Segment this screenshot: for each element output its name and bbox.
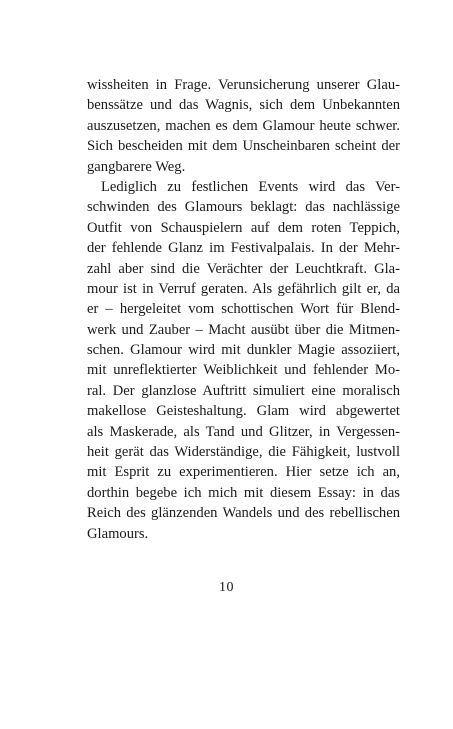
text-line: dorthin begebe ich mich mit diesem Essay: in das: [87, 484, 400, 501]
text-line: mit unreflektierter Weiblichkeit und fehlender Mo-: [87, 362, 400, 379]
text-line: schwinden des Glamours beklagt: das nachlässige: [87, 199, 400, 216]
text-line: Outfit von Schauspielern auf dem roten Teppich,: [87, 219, 400, 236]
text-line: mit Esprit zu experimentieren. Hier setze ich an,: [87, 464, 400, 481]
text-line: heit gerät das Widerständige, die Fähigkeit, lustvoll: [87, 444, 400, 461]
text-line: er – hergeleitet vom schottischen Wort für Blend-: [87, 301, 400, 318]
text-line: Lediglich zu festlichen Events wird das Ver-: [101, 178, 400, 195]
text-line: Sich bescheiden mit dem Unscheinbaren scheint der: [87, 138, 400, 155]
text-line: als Maskerade, als Tand und Glitzer, in Vergessen-: [87, 423, 400, 440]
text-line: mour ist in Verruf geraten. Als gefährlich gilt er, da: [87, 280, 400, 297]
text-line: Reich des glänzenden Wandels und des rebellischen: [87, 505, 400, 522]
text-line: der fehlende Glanz im Festivalpalais. In der Mehr-: [87, 240, 400, 257]
text-line: benssätze und das Wagnis, sich dem Unbekannten: [87, 97, 400, 114]
text-line: schen. Glamour wird mit dunkler Magie assoziiert,: [87, 342, 400, 359]
text-line: wissheiten in Frage. Verunsicherung unserer Glau-: [87, 77, 400, 93]
text-line: ral. Der glanzlose Auftritt simuliert eine moralisch: [87, 382, 400, 399]
text-line: zahl aber sind die Verächter der Leuchtkraft. Gla-: [87, 260, 400, 277]
text-line: Glamours.: [87, 525, 149, 542]
text-line: gangbarere Weg.: [87, 158, 186, 175]
text-line: auszusetzen, machen es dem Glamour heute schwer.: [87, 117, 400, 134]
body-text: [87, 75, 400, 544]
text-line: werk und Zauber – Macht ausübt über die Mitmen-: [87, 321, 400, 338]
text-line: makellose Geisteshaltung. Glam wird abgewertet: [87, 403, 400, 420]
page-number: 10: [219, 580, 234, 595]
